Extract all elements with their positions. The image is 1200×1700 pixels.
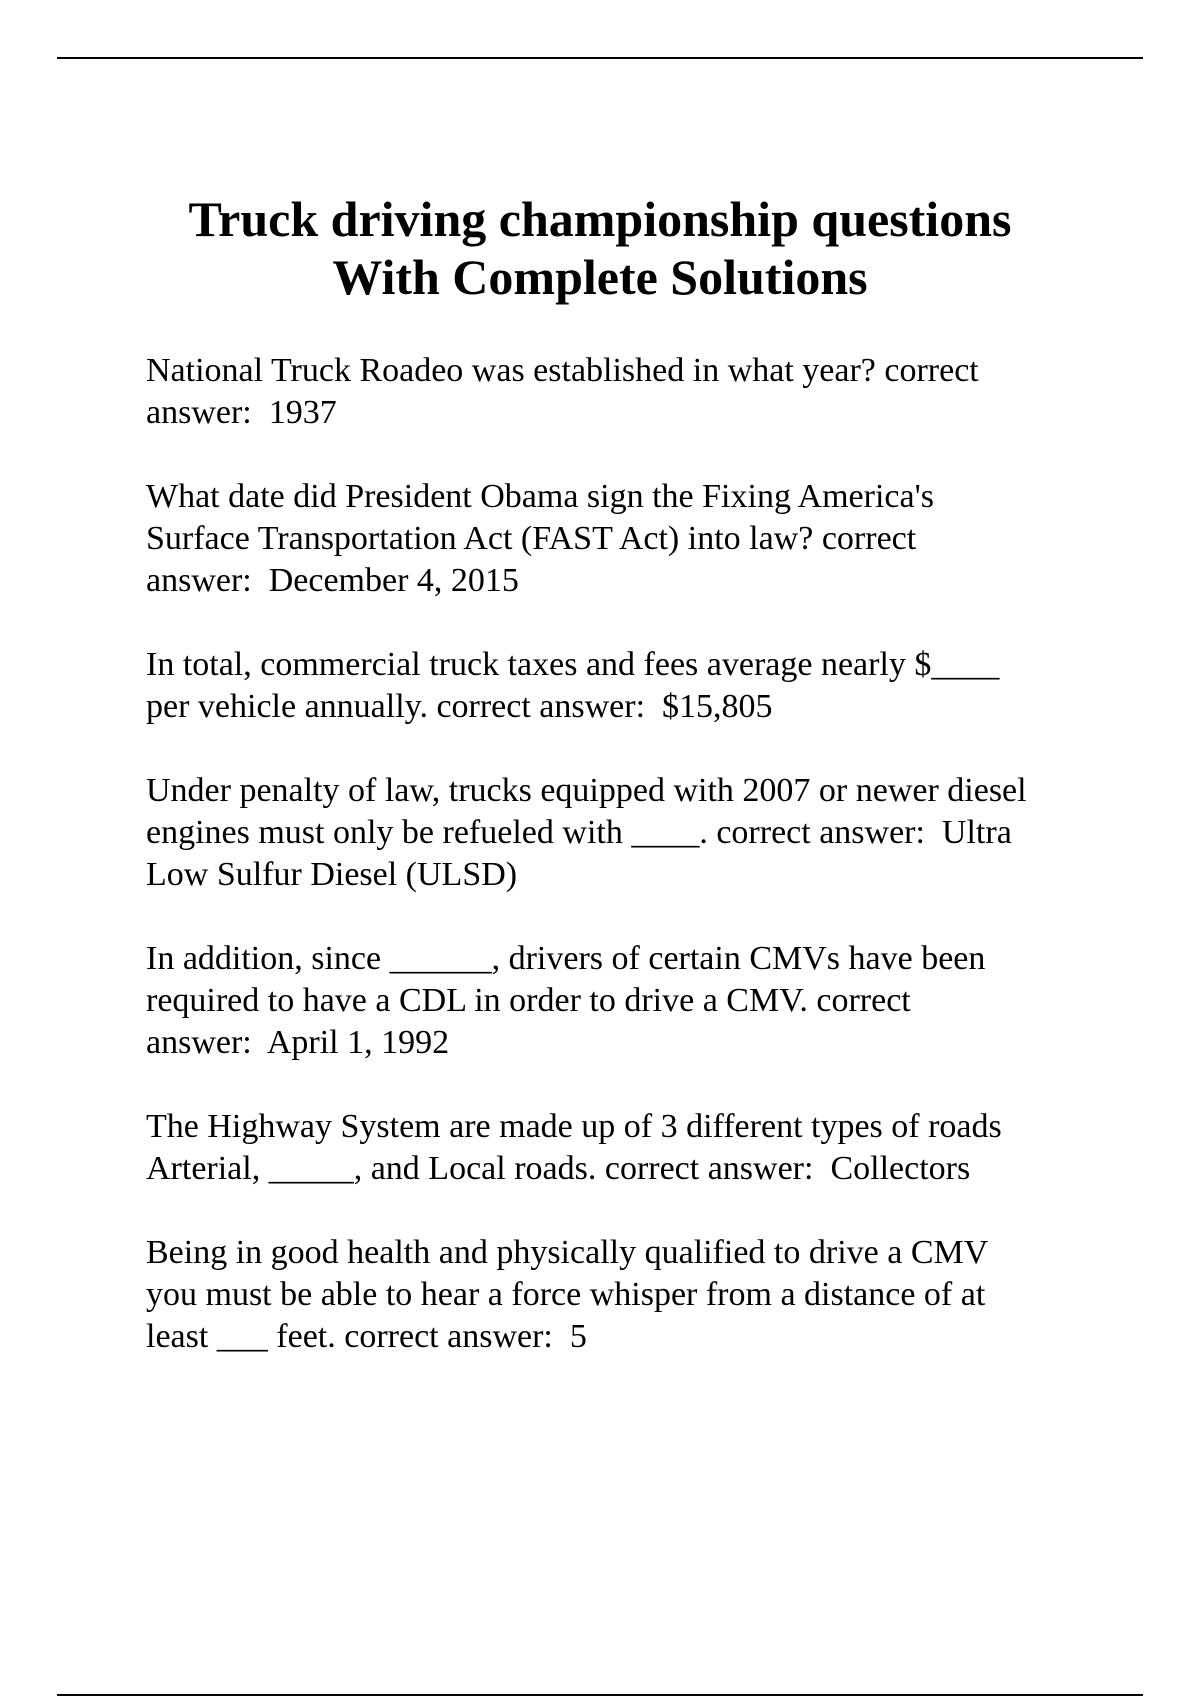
qa-item xyxy=(146,1106,1156,1190)
qa-line: In total, commercial truck taxes and fees average nearly $____ xyxy=(146,646,1000,683)
title-line: Truck driving championship questions xyxy=(188,191,1012,247)
qa-line: answer: December 4, 2015 xyxy=(146,562,519,599)
qa-item xyxy=(146,644,1156,728)
qa-line: What date did President Obama sign the Fixing America's xyxy=(146,478,934,515)
qa-line: required to have a CDL in order to drive a CMV. correct xyxy=(146,982,911,1019)
qa-line: Being in good health and physically qualified to drive a CMV xyxy=(146,1234,989,1271)
qa-line: answer: 1937 xyxy=(146,394,337,431)
qa-item xyxy=(146,1232,1156,1358)
title-line: With Complete Solutions xyxy=(332,249,868,305)
document-title xyxy=(100,190,1100,306)
qa-line: answer: April 1, 1992 xyxy=(146,1024,450,1061)
qa-list xyxy=(146,350,1156,1400)
qa-line: Low Sulfur Diesel (ULSD) xyxy=(146,856,518,893)
qa-line: per vehicle annually. correct answer: $15,805 xyxy=(146,688,773,725)
qa-line: engines must only be refueled with ____. correct answer: Ultra xyxy=(146,814,1012,851)
qa-line: In addition, since ______, drivers of certain CMVs have been xyxy=(146,940,986,977)
qa-item xyxy=(146,476,1156,602)
qa-line: Surface Transportation Act (FAST Act) into law? correct xyxy=(146,520,917,557)
top-rule xyxy=(57,57,1143,59)
qa-line: The Highway System are made up of 3 different types of roads xyxy=(146,1108,1002,1145)
qa-line: National Truck Roadeo was established in what year? correct xyxy=(146,352,979,389)
qa-item xyxy=(146,770,1156,896)
bottom-rule xyxy=(57,1694,1143,1696)
qa-line: least ___ feet. correct answer: 5 xyxy=(146,1318,587,1355)
qa-item xyxy=(146,350,1156,434)
qa-line: Arterial, _____, and Local roads. correct answer: Collectors xyxy=(146,1150,971,1187)
qa-line: Under penalty of law, trucks equipped with 2007 or newer diesel xyxy=(146,772,1027,809)
qa-item xyxy=(146,938,1156,1064)
qa-line: you must be able to hear a force whisper from a distance of at xyxy=(146,1276,986,1313)
